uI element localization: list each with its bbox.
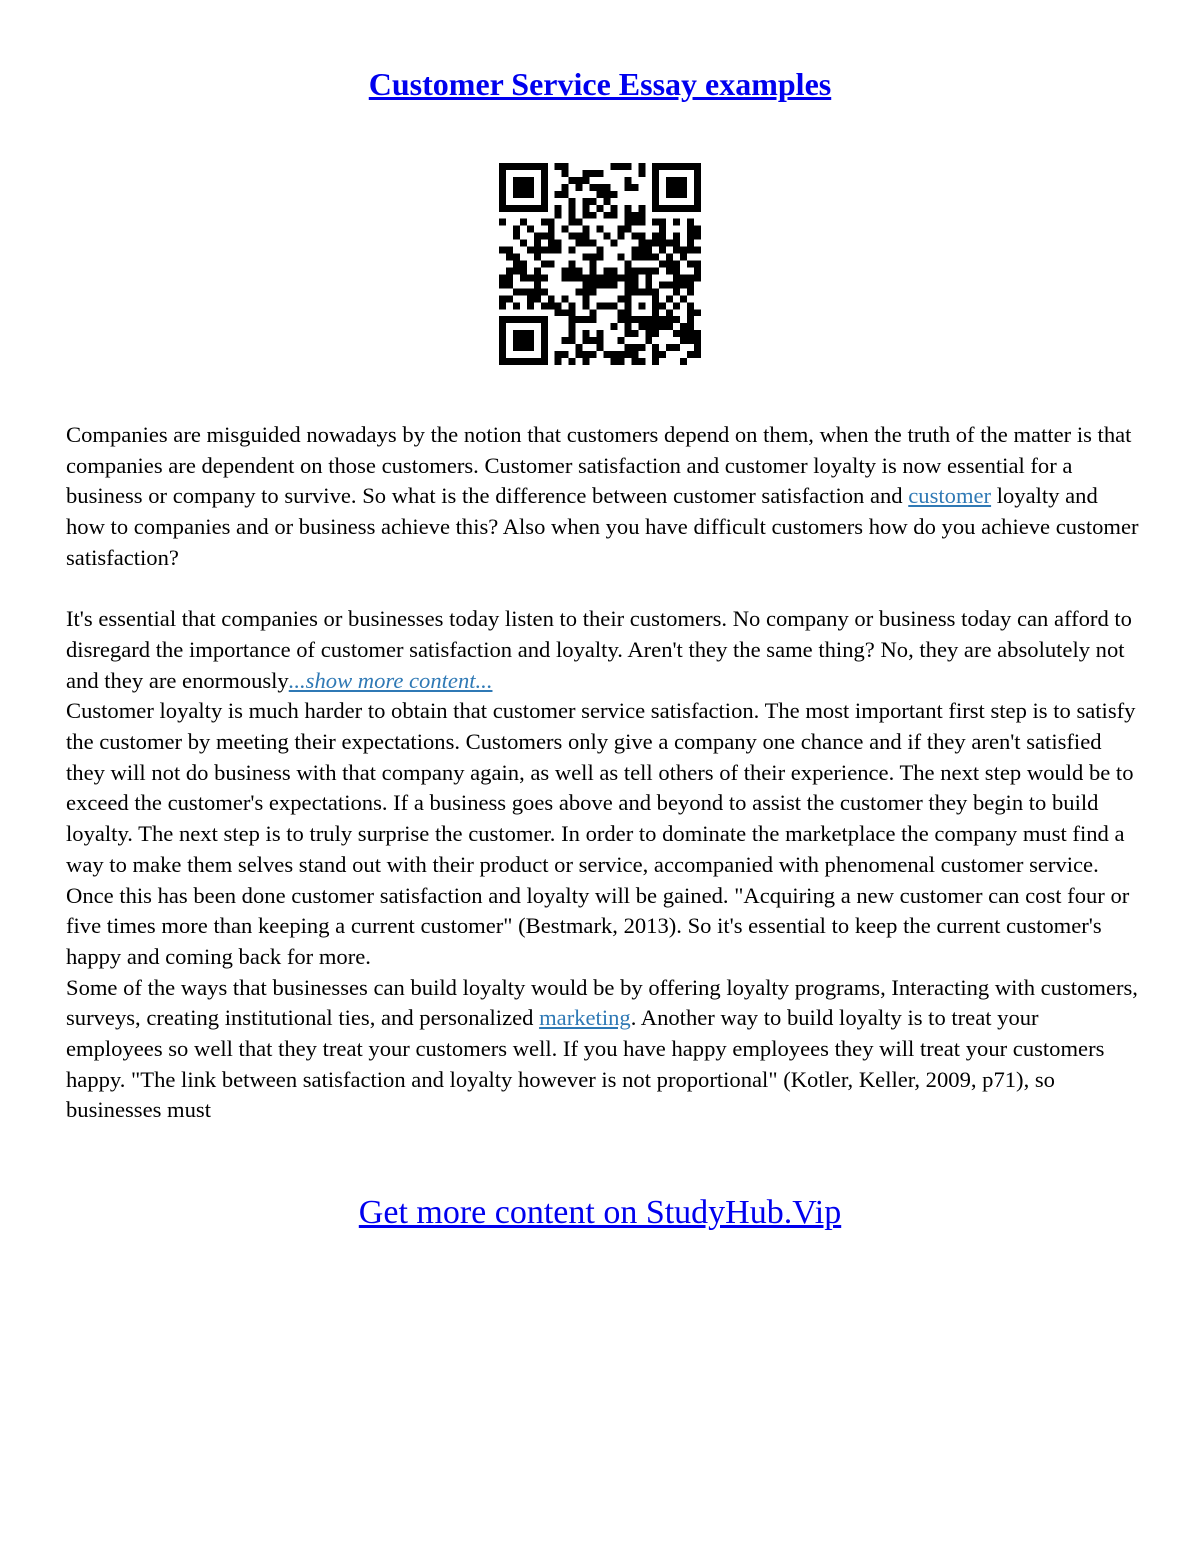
title-link[interactable]: Customer Service Essay examples <box>368 66 832 102</box>
paragraph-intro-text-b: loyalty and how to companies and or business achieve this? Also when you have difficult customers how do you achieve customer satisfaction? <box>66 483 1139 570</box>
paragraph-intro-text-a: Companies are misguided nowadays by the notion that customers depend on them, when the truth of the matter is that companies are dependent on those customers. Customer satisfaction and customer loyalty is now essential for a business or company to survive. So what is the difference between customer satisfaction and <box>66 422 1132 509</box>
marketing-link[interactable]: marketing <box>539 1005 631 1031</box>
page-title <box>0 66 1200 103</box>
paragraph-ways <box>66 973 1140 1127</box>
paragraph-ways-text-a: Some of the ways that businesses can build loyalty would be by offering loyalty programs, Interacting with customers, surveys, creating institutional ties, and personalized <box>66 974 1138 1031</box>
studyhub-link[interactable]: Get more content on StudyHub.Vip <box>358 1194 842 1231</box>
show-more-link[interactable]: ...show more content... <box>288 667 493 693</box>
qr-code-icon <box>499 163 701 365</box>
paragraph-loyalty: Customer loyalty is much harder to obtain that customer service satisfaction. The most important first step is to satisfy the customer by meeting their expectations. Customers only give a company one chance and if they aren't satisfied they will not do business with that company again, as well as tell others of their experience. The next step would be to exceed the customer's expectations. If a business goes above and beyond to assist the customer they begin to build loyalty. The next step is to truly surprise the customer. In order to dominate the marketplace the company must find a way to make them selves stand out with their product or service, accompanied with phenomenal customer service. Once this has been done customer satisfaction and loyalty will be gained. "Acquiring a new customer can cost four or five times more than keeping a current customer" (Bestmark, 2013). So it's essential to keep the current customer's happy and coming back for more. <box>66 698 1136 969</box>
paragraph-ways-text-b: . Another way to build loyalty is to treat your employees so well that they treat your customers well. If you have happy employees they will treat your customers happy. "The link between satisfaction and loyalty however is not proportional" (Kotler, Keller, 2009, p71), so businesses must <box>66 1005 1105 1123</box>
paragraph-essential-text: It's essential that companies or businesses today listen to their customers. No company or business today can afford to disregard the importance of customer satisfaction and loyalty. Aren't they the same thing? No, they are absolutely not and they are enormously <box>66 606 1132 693</box>
paragraph-essential <box>66 604 1140 696</box>
footer <box>0 1194 1200 1232</box>
paragraph-intro <box>66 420 1140 574</box>
essay-body <box>66 420 1140 1126</box>
customer-link[interactable]: customer <box>908 483 992 509</box>
